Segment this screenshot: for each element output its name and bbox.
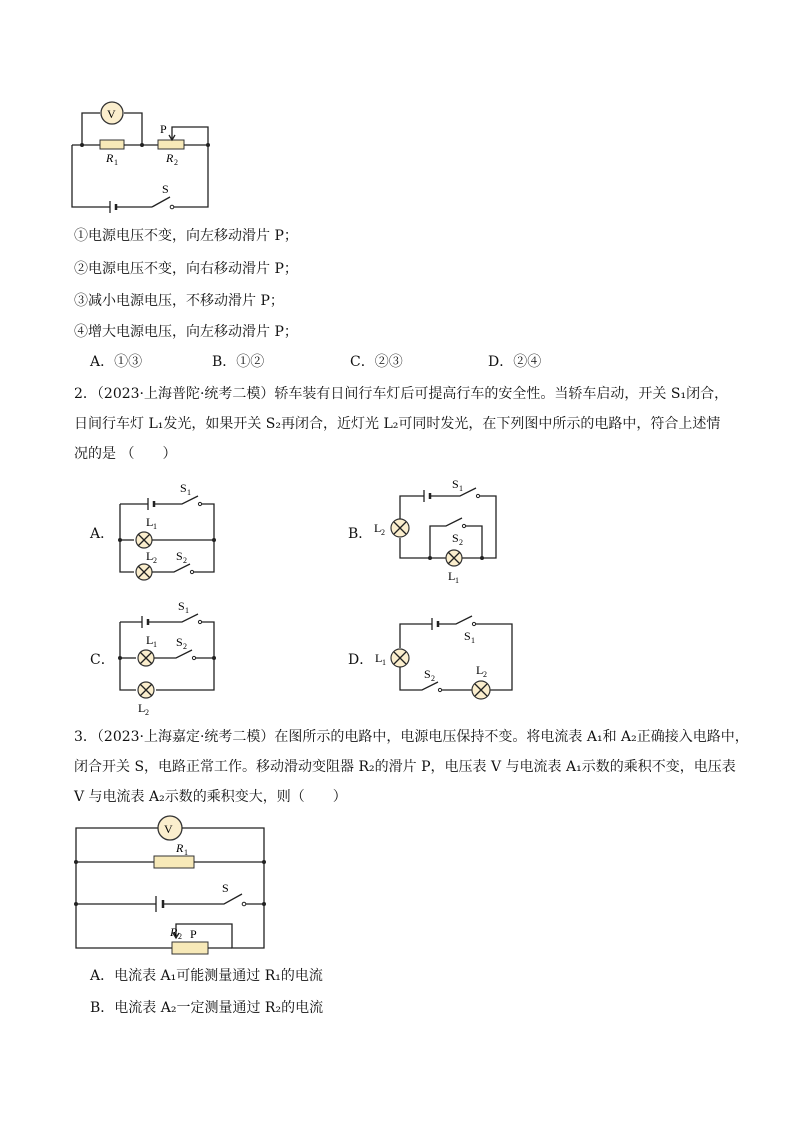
q1-option-b[interactable]: B．①②: [212, 354, 265, 370]
svg-text:2: 2: [431, 674, 435, 683]
q2-stem-line-3: 况的是 （ ）: [74, 446, 177, 462]
q2-stem-line-1: 2．（2023·上海普陀·统考二模）轿车装有日间行车灯后可提高行车的安全性。当轿车启动，开关 S₁闭合，: [74, 386, 729, 402]
svg-text:L: L: [476, 663, 484, 677]
q1-option-c[interactable]: C．②③: [350, 354, 403, 370]
svg-text:2: 2: [178, 932, 182, 941]
svg-text:2: 2: [459, 538, 463, 547]
svg-text:S: S: [424, 667, 431, 681]
svg-text:1: 1: [184, 848, 188, 857]
svg-text:1: 1: [471, 636, 475, 645]
svg-text:S: S: [178, 599, 185, 613]
svg-text:1: 1: [459, 484, 463, 493]
svg-text:L: L: [448, 569, 456, 583]
svg-text:L: L: [146, 515, 154, 529]
resistor-r2: [172, 942, 208, 954]
svg-text:2: 2: [381, 528, 385, 537]
svg-text:P: P: [190, 927, 197, 941]
svg-text:P: P: [160, 122, 167, 136]
svg-text:L: L: [375, 651, 383, 665]
svg-text:S: S: [452, 531, 459, 545]
q2-circuit-a[interactable]: [110, 480, 225, 585]
resistor-r1: [100, 140, 124, 149]
q3-stem-line-2: 闭合开关 S，电路正常工作。移动滑动变阻器 R₂的滑片 P，电压表 V 与电流表 A₁示数的乘积不变，电压表: [74, 759, 736, 775]
svg-text:S: S: [162, 182, 169, 196]
svg-text:1: 1: [187, 488, 191, 497]
q3-stem-line-1: 3．（2023·上海嘉定·统考二模）在图所示的电路中，电源电压保持不变。将电流表 A₁和 A₂正确接入电路中，: [74, 729, 749, 745]
svg-text:L: L: [374, 521, 382, 535]
svg-text:L: L: [146, 633, 154, 647]
svg-text:2: 2: [153, 556, 157, 565]
q2-circuit-b[interactable]: [368, 476, 508, 586]
svg-text:2: 2: [174, 158, 178, 167]
q2-circuit-d[interactable]: [372, 608, 517, 700]
q1-item-1: ①电源电压不变，向左移动滑片 P；: [74, 228, 298, 244]
resistor-r1: [154, 856, 194, 868]
svg-text:1: 1: [114, 158, 118, 167]
svg-text:1: 1: [455, 576, 459, 585]
q1-item-3: ③减小电源电压，不移动滑片 P；: [74, 293, 284, 309]
svg-text:2: 2: [183, 642, 187, 651]
q2-option-a-label[interactable]: A．: [90, 526, 115, 542]
svg-text:S: S: [176, 549, 183, 563]
q1-option-d[interactable]: D．②④: [488, 354, 542, 370]
q1-circuit-figure: [60, 95, 230, 215]
q2-circuit-c[interactable]: [110, 598, 225, 718]
q2-option-d-label[interactable]: D．: [348, 652, 374, 668]
q2-stem-line-2: 日间行车灯 L₁发光，如果开关 S₂再闭合，近灯光 L₂可同时发光，在下列图中所示的电路中，符合上述情: [74, 416, 721, 432]
svg-text:2: 2: [145, 708, 149, 717]
svg-text:V: V: [164, 822, 173, 836]
q3-option-a[interactable]: A．电流表 A₁可能测量通过 R₁的电流: [90, 968, 323, 984]
svg-text:S: S: [180, 481, 187, 495]
svg-text:1: 1: [382, 658, 386, 667]
q1-option-a[interactable]: A．①③: [90, 354, 143, 370]
svg-text:1: 1: [185, 606, 189, 615]
svg-text:V: V: [107, 107, 116, 121]
svg-text:R: R: [166, 151, 174, 165]
svg-text:R: R: [170, 925, 178, 939]
resistor-r2: [158, 140, 184, 149]
svg-text:S: S: [452, 477, 459, 491]
svg-text:2: 2: [483, 670, 487, 679]
q1-item-2: ②电源电压不变，向右移动滑片 P；: [74, 261, 298, 277]
q3-stem-line-3: V 与电流表 A₂示数的乘积变大，则（ ）: [74, 789, 347, 805]
q1-item-4: ④增大电源电压，向左移动滑片 P；: [74, 324, 298, 340]
svg-text:1: 1: [153, 640, 157, 649]
svg-text:2: 2: [183, 556, 187, 565]
svg-text:1: 1: [153, 522, 157, 531]
svg-text:S: S: [464, 629, 471, 643]
svg-text:S: S: [176, 635, 183, 649]
q3-option-b[interactable]: B．电流表 A₂一定测量通过 R₂的电流: [90, 1000, 324, 1016]
svg-text:S: S: [222, 881, 229, 895]
q2-option-b-label[interactable]: B．: [348, 526, 373, 542]
svg-text:R: R: [106, 151, 114, 165]
svg-text:L: L: [138, 701, 146, 715]
q2-option-c-label[interactable]: C．: [90, 652, 115, 668]
svg-text:L: L: [146, 549, 154, 563]
svg-text:R: R: [176, 841, 184, 855]
q3-circuit-figure: [66, 812, 276, 957]
